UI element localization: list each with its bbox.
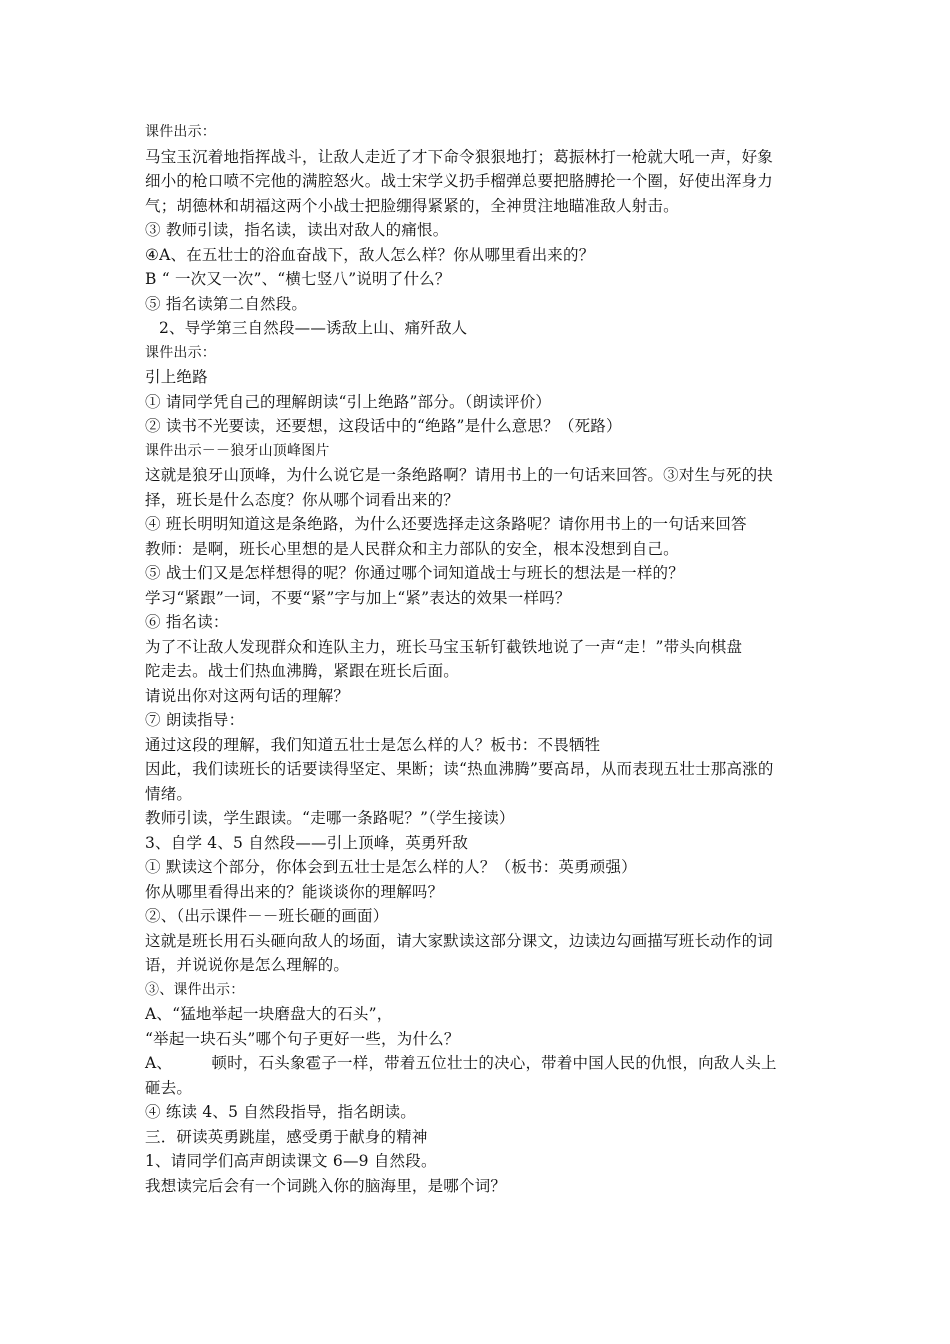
text-line: ① 默读这个部分，你体会到五壮士是怎么样的人？（板书：英勇顽强） xyxy=(145,858,637,876)
text-line: 课件出示： xyxy=(145,344,216,361)
text-line: 学习“紧跟”一词，不要“紧”字与加上“紧”表达的效果一样吗？ xyxy=(145,588,571,607)
text-line: ⑥ 指名读： xyxy=(145,613,229,631)
section-heading: 三．研读英勇跳崖，感受勇于献身的精神 xyxy=(145,1127,428,1146)
text-line: ③ 教师引读，指名读，读出对敌人的痛恨。 xyxy=(145,221,449,239)
text-line: 陀走去。战士们热血沸腾，紧跟在班长后面。 xyxy=(145,662,460,680)
text-line: 细小的枪口喷不完他的满腔怒火。战士宋学义扔手榴弹总要把胳膊抡一个圈，好使出浑身力 xyxy=(145,172,774,190)
text-line: 引上绝路 xyxy=(145,368,208,386)
text-line: 这就是班长用石头砸向敌人的场面，请大家默读这部分课文，边读边勾画描写班长动作的词 xyxy=(145,931,774,950)
text-line: “举起一块石头”哪个句子更好一些，为什么？ xyxy=(145,1029,460,1048)
text-line: ③、课件出示： xyxy=(145,981,245,998)
text-line: ⑦ 朗读指导： xyxy=(145,711,245,729)
text-line: 课件出示－－狼牙山顶峰图片 xyxy=(145,442,330,459)
text-line: 气；胡德林和胡福这两个小战士把脸绷得紧紧的，全神贯注地瞄准敌人射击。 xyxy=(145,196,679,215)
text-line: ① 请同学凭自己的理解朗读“引上绝路”部分。（朗读评价） xyxy=(145,392,552,411)
text-line: 1、请同学们高声朗读课文 6—9 自然段。 xyxy=(145,1152,437,1170)
text-line: 语，并说说你是怎么理解的。 xyxy=(145,956,350,974)
text-line: 请说出你对这两句话的理解？ xyxy=(145,686,350,705)
text-line: ②、（出示课件－－班长砸的画面） xyxy=(145,907,389,925)
text-line: ⑤ 战士们又是怎样想得的呢？你通过哪个词知道战士与班长的想法是一样的？ xyxy=(145,564,684,582)
text-line: A、 顿时，石头象雹子一样，带着五位壮士的决心，带着中国人民的仇恨，向敌人头上 xyxy=(145,1054,777,1072)
text-line: 为了不让敌人发现群众和连队主力，班长马宝玉斩钉截铁地说了一声“走！”带头向棋盘 xyxy=(145,637,743,656)
text-line: 教师：是啊，班长心里想的是人民群众和主力部队的安全，根本没想到自己。 xyxy=(145,539,679,558)
text-line: ④ 练读 4、5 自然段指导，指名朗读。 xyxy=(145,1103,417,1121)
text-line: 砸去。 xyxy=(145,1078,193,1097)
text-line: B “ 一次又一次”、“横七竖八”说明了什么？ xyxy=(145,270,451,288)
text-line: 通过这段的理解，我们知道五壮士是怎么样的人？板书：不畏牺牲 xyxy=(145,735,601,754)
text-line: 我想读完后会有一个词跳入你的脑海里，是哪个词？ xyxy=(145,1176,507,1195)
text-line: 教师引读，学生跟读。“走哪一条路呢？”（学生接读） xyxy=(145,809,515,827)
text-line: ④A、在五壮士的浴血奋战下，敌人怎么样？你从哪里看出来的？ xyxy=(145,245,595,264)
text-line: 你从哪里看得出来的？能谈谈你的理解吗？ xyxy=(145,882,444,901)
text-line: 因此，我们读班长的话要读得坚定、果断；读“热血沸腾”要高昂，从而表现五壮士那高涨的 xyxy=(145,760,774,778)
text-line: 这就是狼牙山顶峰，为什么说它是一条绝路啊？请用书上的一句话来回答。③对生与死的抉 xyxy=(145,466,774,484)
text-line: ② 读书不光要读，还要想，这段话中的“绝路”是什么意思？（死路） xyxy=(145,417,622,435)
text-line: 情绪。 xyxy=(145,784,193,803)
text-line: A、“猛地举起一块磨盘大的石头”， xyxy=(145,1005,393,1023)
text-line: 择，班长是什么态度？你从哪个词看出来的？ xyxy=(145,490,460,509)
section-heading: 3、自学 4、5 自然段——引上顶峰，英勇歼敌 xyxy=(145,833,469,852)
text-line: 马宝玉沉着地指挥战斗，让敌人走近了才下命令狠狠地打；葛振林打一枪就大吼一声，好象 xyxy=(145,147,774,166)
text-line: ④ 班长明明知道这是条绝路，为什么还要选择走这条路呢？请你用书上的一句话来回答 xyxy=(145,515,747,533)
text-line: ⑤ 指名读第二自然段。 xyxy=(145,294,308,313)
document-page xyxy=(145,120,815,1198)
text-line: 课件出示： xyxy=(145,124,216,140)
section-heading: 2、导学第三自然段——诱敌上山、痛歼敌人 xyxy=(159,319,468,337)
